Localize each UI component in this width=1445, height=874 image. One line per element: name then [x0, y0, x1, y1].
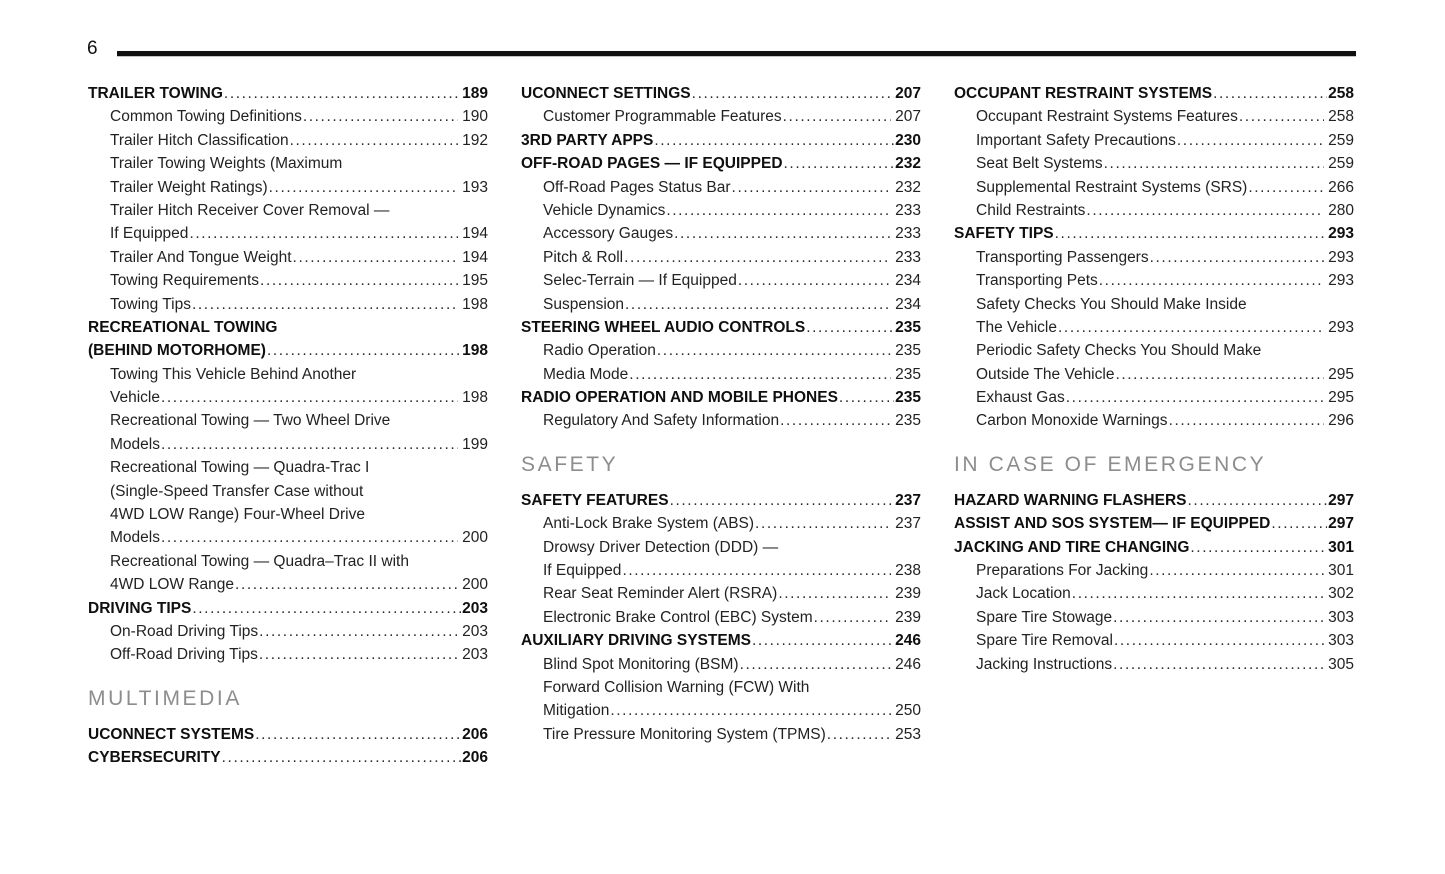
- toc-entry-page: 235: [895, 365, 921, 383]
- dot-leader: [1058, 316, 1324, 339]
- toc-entry-page: 233: [895, 225, 921, 243]
- dot-leader: [1066, 386, 1324, 409]
- toc-entry-page: 297: [1328, 515, 1354, 533]
- dot-leader: [1190, 536, 1327, 559]
- toc-entry-title: 3RD PARTY APPS: [521, 131, 654, 149]
- toc-entry-page: 293: [1328, 248, 1354, 266]
- toc-entry-title: HAZARD WARNING FLASHERS: [954, 491, 1187, 509]
- dot-leader: [624, 246, 891, 269]
- toc-entry-title: Electronic Brake Control (EBC) System: [543, 608, 813, 626]
- toc-entry-sub: [88, 246, 488, 269]
- toc-entry-page: 195: [462, 272, 488, 290]
- toc-entry-title: Blind Spot Monitoring (BSM): [543, 655, 739, 673]
- toc-entry-page: 203: [462, 622, 488, 640]
- dot-leader: [260, 269, 458, 292]
- toc-entry-page: 295: [1328, 389, 1354, 407]
- toc-entry-sub: [88, 105, 488, 128]
- dot-leader: [235, 573, 458, 596]
- dot-leader: [222, 746, 461, 769]
- toc-entry-title: OFF-ROAD PAGES — IF EQUIPPED: [521, 155, 783, 173]
- dot-leader: [293, 246, 459, 269]
- toc-entry-page: 302: [1328, 585, 1354, 603]
- dot-leader: [1213, 82, 1327, 105]
- toc-entry-sub: [521, 105, 921, 128]
- toc-entry-sub: [954, 582, 1354, 605]
- toc-entry-title: Transporting Pets: [976, 272, 1098, 290]
- toc-entry-page: 235: [895, 412, 921, 430]
- header-rule: [117, 51, 1356, 57]
- toc-entry-sub: [88, 269, 488, 292]
- toc-entry-page: 246: [895, 655, 921, 673]
- toc-entry-title: Recreational Towing — Quadra-Trac I: [110, 459, 370, 477]
- toc-entry-page: 192: [462, 131, 488, 149]
- toc-entry-page: 305: [1328, 655, 1354, 673]
- dot-leader: [290, 129, 459, 152]
- dot-leader: [1149, 559, 1324, 582]
- toc-entry-sub: [88, 550, 488, 597]
- toc-entry-title: (Single-Speed Transfer Case without: [110, 482, 364, 500]
- toc-columns: [88, 82, 1354, 770]
- toc-entry-page: 301: [1328, 562, 1354, 580]
- dot-leader: [1086, 199, 1324, 222]
- dot-leader: [622, 559, 891, 582]
- toc-entry-page: 234: [895, 295, 921, 313]
- toc-entry-sub: [521, 512, 921, 535]
- toc-column-2: [521, 82, 921, 770]
- toc-entry-title: Drowsy Driver Detection (DDD) —: [543, 538, 779, 556]
- dot-leader: [1072, 582, 1324, 605]
- toc-entry-title: Towing This Vehicle Behind Another: [110, 365, 357, 383]
- toc-entry-title: DRIVING TIPS: [88, 599, 192, 617]
- toc-entry-page: 250: [895, 702, 921, 720]
- dot-leader: [692, 82, 894, 105]
- toc-entry-title: Vehicle Dynamics: [543, 201, 666, 219]
- toc-entry-title: Exhaust Gas: [976, 389, 1065, 407]
- dot-leader: [780, 409, 891, 432]
- dot-leader: [806, 316, 894, 339]
- dot-leader: [1113, 653, 1324, 676]
- toc-entry-main: [521, 82, 921, 105]
- toc-entry-title: Supplemental Restraint Systems (SRS): [976, 178, 1248, 196]
- toc-entry-sub: [521, 676, 921, 723]
- toc-entry-title: 4WD LOW Range: [110, 576, 235, 594]
- toc-entry-sub: [521, 339, 921, 362]
- dot-leader: [192, 293, 458, 316]
- dot-leader: [654, 129, 894, 152]
- toc-entry-page: 303: [1328, 632, 1354, 650]
- toc-entry-title: Child Restraints: [976, 201, 1086, 219]
- toc-entry-title: Forward Collision Warning (FCW) With: [543, 678, 810, 696]
- dot-leader: [1115, 363, 1324, 386]
- dot-leader: [755, 512, 891, 535]
- toc-entry-title: Rear Seat Reminder Alert (RSRA): [543, 585, 778, 603]
- toc-entry-page: 235: [895, 318, 921, 336]
- toc-entry-title: Important Safety Precautions: [976, 131, 1176, 149]
- dot-leader: [161, 386, 458, 409]
- dot-leader: [259, 643, 458, 666]
- toc-entry-title: Trailer And Tongue Weight: [110, 248, 292, 266]
- toc-entry-main: [954, 512, 1354, 535]
- page-number: 6: [87, 38, 98, 59]
- toc-entry-title: Tire Pressure Monitoring System (TPMS): [543, 725, 826, 743]
- dot-leader: [674, 222, 891, 245]
- toc-entry-title: Pitch & Roll: [543, 248, 624, 266]
- toc-entry-page: 259: [1328, 131, 1354, 149]
- toc-entry-title: OCCUPANT RESTRAINT SYSTEMS: [954, 85, 1213, 102]
- toc-entry-page: 198: [462, 389, 488, 407]
- toc-entry-title: Towing Requirements: [110, 272, 260, 290]
- toc-entry-page: 238: [895, 562, 921, 580]
- dot-leader: [657, 339, 891, 362]
- toc-entry-sub: [954, 246, 1354, 269]
- toc-entry-title: Customer Programmable Features: [543, 108, 782, 126]
- toc-entry-sub: [521, 269, 921, 292]
- toc-entry-main: [521, 386, 921, 409]
- toc-entry-title: ASSIST AND SOS SYSTEM— IF EQUIPPED: [954, 515, 1271, 533]
- dot-leader: [255, 723, 461, 746]
- dot-leader: [1099, 269, 1324, 292]
- toc-entry-page: 235: [895, 342, 921, 360]
- toc-entry-title: Off-Road Pages Status Bar: [543, 178, 731, 196]
- toc-entry-page: 253: [895, 725, 921, 743]
- dot-leader: [1271, 512, 1327, 535]
- toc-entry-page: 266: [1328, 178, 1354, 196]
- toc-entry-page: 258: [1328, 85, 1354, 102]
- toc-entry-main: [88, 723, 488, 746]
- toc-entry-page: 295: [1328, 365, 1354, 383]
- dot-leader: [1113, 606, 1324, 629]
- dot-leader: [1114, 629, 1324, 652]
- dot-leader: [666, 199, 891, 222]
- toc-entry-page: 232: [895, 178, 921, 196]
- toc-entry-title: JACKING AND TIRE CHANGING: [954, 538, 1190, 556]
- toc-entry-sub: [521, 176, 921, 199]
- dot-leader: [161, 433, 458, 456]
- dot-leader: [192, 597, 461, 620]
- toc-entry-title: SAFETY TIPS: [954, 225, 1054, 243]
- toc-entry-title: Regulatory And Safety Information: [543, 412, 780, 430]
- toc-entry-page: 293: [1328, 272, 1354, 290]
- toc-entry-title: Trailer Hitch Classification: [110, 131, 289, 149]
- toc-entry-page: 200: [462, 576, 488, 594]
- dot-leader: [740, 653, 892, 676]
- dot-leader: [1104, 152, 1324, 175]
- dot-leader: [625, 293, 891, 316]
- toc-entry-page: 198: [462, 342, 488, 360]
- dot-leader: [189, 222, 458, 245]
- toc-entry-page: 207: [895, 108, 921, 126]
- toc-entry-page: 237: [895, 515, 921, 533]
- toc-entry-title: Selec-Terrain — If Equipped: [543, 272, 737, 290]
- toc-column-1: [88, 82, 488, 770]
- toc-entry-title: STEERING WHEEL AUDIO CONTROLS: [521, 318, 806, 336]
- toc-entry-page: 259: [1328, 155, 1354, 173]
- toc-entry-title: Off-Road Driving Tips: [110, 646, 258, 664]
- dot-leader: [1169, 409, 1325, 432]
- toc-entry-title: On-Road Driving Tips: [110, 622, 259, 640]
- toc-entry-sub: [88, 129, 488, 152]
- toc-entry-title: UCONNECT SYSTEMS: [88, 725, 255, 743]
- toc-entry-page: 189: [462, 85, 488, 102]
- toc-entry-page: 293: [1328, 225, 1354, 243]
- toc-entry-title: If Equipped: [543, 562, 622, 580]
- dot-leader: [752, 629, 894, 652]
- toc-entry-title: SAFETY FEATURES: [521, 491, 669, 509]
- toc-entry-page: 233: [895, 248, 921, 266]
- toc-entry-main: [954, 222, 1354, 245]
- dot-leader: [839, 386, 894, 409]
- toc-entry-sub: [521, 653, 921, 676]
- toc-entry-sub: [521, 199, 921, 222]
- toc-entry-sub: [88, 456, 488, 550]
- toc-entry-title: Towing Tips: [110, 295, 191, 313]
- toc-entry-title: The Vehicle: [976, 318, 1057, 336]
- toc-entry-sub: [88, 152, 488, 199]
- toc-entry-title: RECREATIONAL TOWING: [88, 318, 278, 336]
- toc-entry-main: [88, 82, 488, 105]
- toc-entry-page: 194: [462, 248, 488, 266]
- toc-entry-sub: [954, 606, 1354, 629]
- toc-entry-sub: [521, 582, 921, 605]
- toc-entry-sub: [521, 293, 921, 316]
- toc-entry-title: RADIO OPERATION AND MOBILE PHONES: [521, 389, 838, 407]
- toc-entry-title: Transporting Passengers: [976, 248, 1149, 266]
- dot-leader: [303, 105, 458, 128]
- toc-entry-main: [521, 152, 921, 175]
- toc-entry-main: [521, 129, 921, 152]
- toc-entry-page: 203: [462, 646, 488, 664]
- dot-leader: [1239, 105, 1324, 128]
- toc-entry-title: Spare Tire Stowage: [976, 608, 1113, 626]
- toc-entry-page: 239: [895, 608, 921, 626]
- toc-entry-sub: [954, 199, 1354, 222]
- toc-entry-sub: [954, 152, 1354, 175]
- dot-leader: [738, 269, 891, 292]
- toc-entry-title: Radio Operation: [543, 342, 656, 360]
- toc-entry-sub: [88, 293, 488, 316]
- section-header: IN CASE OF EMERGENCY: [954, 452, 1267, 476]
- section-header: MULTIMEDIA: [88, 686, 242, 710]
- toc-entry-page: 190: [462, 108, 488, 126]
- dot-leader: [783, 105, 892, 128]
- toc-entry-page: 301: [1328, 538, 1354, 556]
- toc-entry-main: [954, 489, 1354, 512]
- toc-entry-sub: [954, 386, 1354, 409]
- toc-entry-main: [521, 629, 921, 652]
- dot-leader: [784, 152, 895, 175]
- toc-entry-title: Anti-Lock Brake System (ABS): [543, 515, 755, 533]
- toc-entry-title: Trailer Hitch Receiver Cover Removal —: [110, 201, 390, 219]
- toc-entry-title: Trailer Towing Weights (Maximum: [110, 155, 343, 173]
- toc-entry-title: Preparations For Jacking: [976, 562, 1149, 580]
- toc-entry-page: 280: [1328, 201, 1354, 219]
- toc-entry-title: Jacking Instructions: [976, 655, 1113, 673]
- toc-entry-sub: [521, 606, 921, 629]
- toc-entry-title: Models: [110, 435, 160, 453]
- toc-entry-page: 194: [462, 225, 488, 243]
- toc-entry-sub: [521, 536, 921, 583]
- toc-entry-sub: [954, 409, 1354, 432]
- toc-entry-page: 237: [895, 491, 921, 509]
- toc-entry-main: [88, 746, 488, 769]
- toc-entry-page: 207: [895, 85, 921, 102]
- toc-entry-sub: [88, 620, 488, 643]
- toc-entry-sub: [954, 176, 1354, 199]
- dot-leader: [161, 526, 458, 549]
- toc-entry-page: 239: [895, 585, 921, 603]
- toc-entry-sub: [521, 409, 921, 432]
- toc-entry-page: 233: [895, 201, 921, 219]
- toc-entry-sub: [521, 222, 921, 245]
- toc-entry-sub: [954, 629, 1354, 652]
- toc-entry-title: Accessory Gauges: [543, 225, 674, 243]
- toc-entry-main: [521, 316, 921, 339]
- toc-entry-sub: [521, 363, 921, 386]
- toc-entry-title: Suspension: [543, 295, 625, 313]
- toc-entry-page: 296: [1328, 412, 1354, 430]
- toc-entry-sub: [954, 269, 1354, 292]
- toc-entry-main: [954, 536, 1354, 559]
- toc-entry-page: 200: [462, 529, 488, 547]
- toc-entry-title: Carbon Monoxide Warnings: [976, 412, 1168, 430]
- toc-entry-sub: [954, 653, 1354, 676]
- toc-entry-sub: [88, 199, 488, 246]
- toc-entry-page: 297: [1328, 491, 1354, 509]
- toc-entry-page: 193: [462, 178, 488, 196]
- toc-entry-title: (BEHIND MOTORHOME): [88, 342, 266, 360]
- dot-leader: [259, 620, 458, 643]
- toc-entry-title: Seat Belt Systems: [976, 155, 1103, 173]
- toc-entry-main: [521, 489, 921, 512]
- toc-entry-title: If Equipped: [110, 225, 189, 243]
- dot-leader: [1248, 176, 1324, 199]
- toc-entry-title: Occupant Restraint Systems Features: [976, 108, 1238, 126]
- toc-entry-sub: [88, 363, 488, 410]
- toc-entry-page: 198: [462, 295, 488, 313]
- toc-entry-page: 258: [1328, 108, 1354, 126]
- toc-entry-title: AUXILIARY DRIVING SYSTEMS: [521, 632, 751, 650]
- dot-leader: [267, 339, 461, 362]
- toc-entry-page: 246: [895, 632, 921, 650]
- dot-leader: [732, 176, 892, 199]
- dot-leader: [269, 176, 458, 199]
- toc-entry-sub: [954, 559, 1354, 582]
- toc-entry-sub: [954, 339, 1354, 386]
- toc-entry-page: 206: [462, 749, 488, 767]
- toc-entry-page: 235: [895, 389, 921, 407]
- dot-leader: [224, 82, 461, 105]
- toc-entry-sub: [521, 723, 921, 746]
- toc-entry-title: Outside The Vehicle: [976, 365, 1115, 383]
- dot-leader: [629, 363, 891, 386]
- toc-entry-title: UCONNECT SETTINGS: [521, 85, 691, 102]
- toc-entry-main: [954, 82, 1354, 105]
- toc-entry-page: 303: [1328, 608, 1354, 626]
- dot-leader: [1055, 222, 1328, 245]
- toc-entry-page: 230: [895, 131, 921, 149]
- toc-entry-title: Mitigation: [543, 702, 610, 720]
- dot-leader: [670, 489, 895, 512]
- toc-entry-page: 199: [462, 435, 488, 453]
- toc-entry-sub: [88, 409, 488, 456]
- toc-column-3: [954, 82, 1354, 770]
- toc-entry-page: 293: [1328, 318, 1354, 336]
- toc-entry-sub: [521, 246, 921, 269]
- toc-entry-sub: [954, 105, 1354, 128]
- toc-entry-title: Recreational Towing — Quadra–Trac II with: [110, 552, 409, 570]
- toc-entry-sub: [88, 643, 488, 666]
- dot-leader: [1188, 489, 1328, 512]
- toc-entry-title: Periodic Safety Checks You Should Make: [976, 342, 1262, 360]
- toc-entry-title: Common Towing Definitions: [110, 108, 302, 126]
- dot-leader: [1150, 246, 1325, 269]
- toc-entry-sub: [954, 293, 1354, 340]
- toc-entry-title: TRAILER TOWING: [88, 85, 223, 102]
- toc-entry-main: [88, 597, 488, 620]
- toc-entry-page: 206: [462, 725, 488, 743]
- dot-leader: [1177, 129, 1324, 152]
- toc-entry-title: 4WD LOW Range) Four-Wheel Drive: [110, 506, 365, 524]
- dot-leader: [610, 699, 891, 722]
- toc-entry-page: 234: [895, 272, 921, 290]
- toc-entry-title: Media Mode: [543, 365, 629, 383]
- dot-leader: [778, 582, 891, 605]
- toc-entry-title: Safety Checks You Should Make Inside: [976, 295, 1247, 313]
- toc-entry-title: Spare Tire Removal: [976, 632, 1113, 650]
- toc-entry-title: Jack Location: [976, 585, 1071, 603]
- dot-leader: [827, 723, 891, 746]
- toc-entry-title: Models: [110, 529, 160, 547]
- toc-entry-page: 203: [462, 599, 488, 617]
- toc-entry-title: Trailer Weight Ratings): [110, 178, 268, 196]
- toc-entry-title: Recreational Towing — Two Wheel Drive: [110, 412, 391, 430]
- toc-entry-page: 232: [895, 155, 921, 173]
- toc-entry-sub: [954, 129, 1354, 152]
- dot-leader: [814, 606, 892, 629]
- toc-entry-main: [88, 316, 488, 363]
- section-header: SAFETY: [521, 452, 619, 476]
- toc-entry-title: CYBERSECURITY: [88, 749, 221, 767]
- toc-entry-title: Vehicle: [110, 389, 160, 407]
